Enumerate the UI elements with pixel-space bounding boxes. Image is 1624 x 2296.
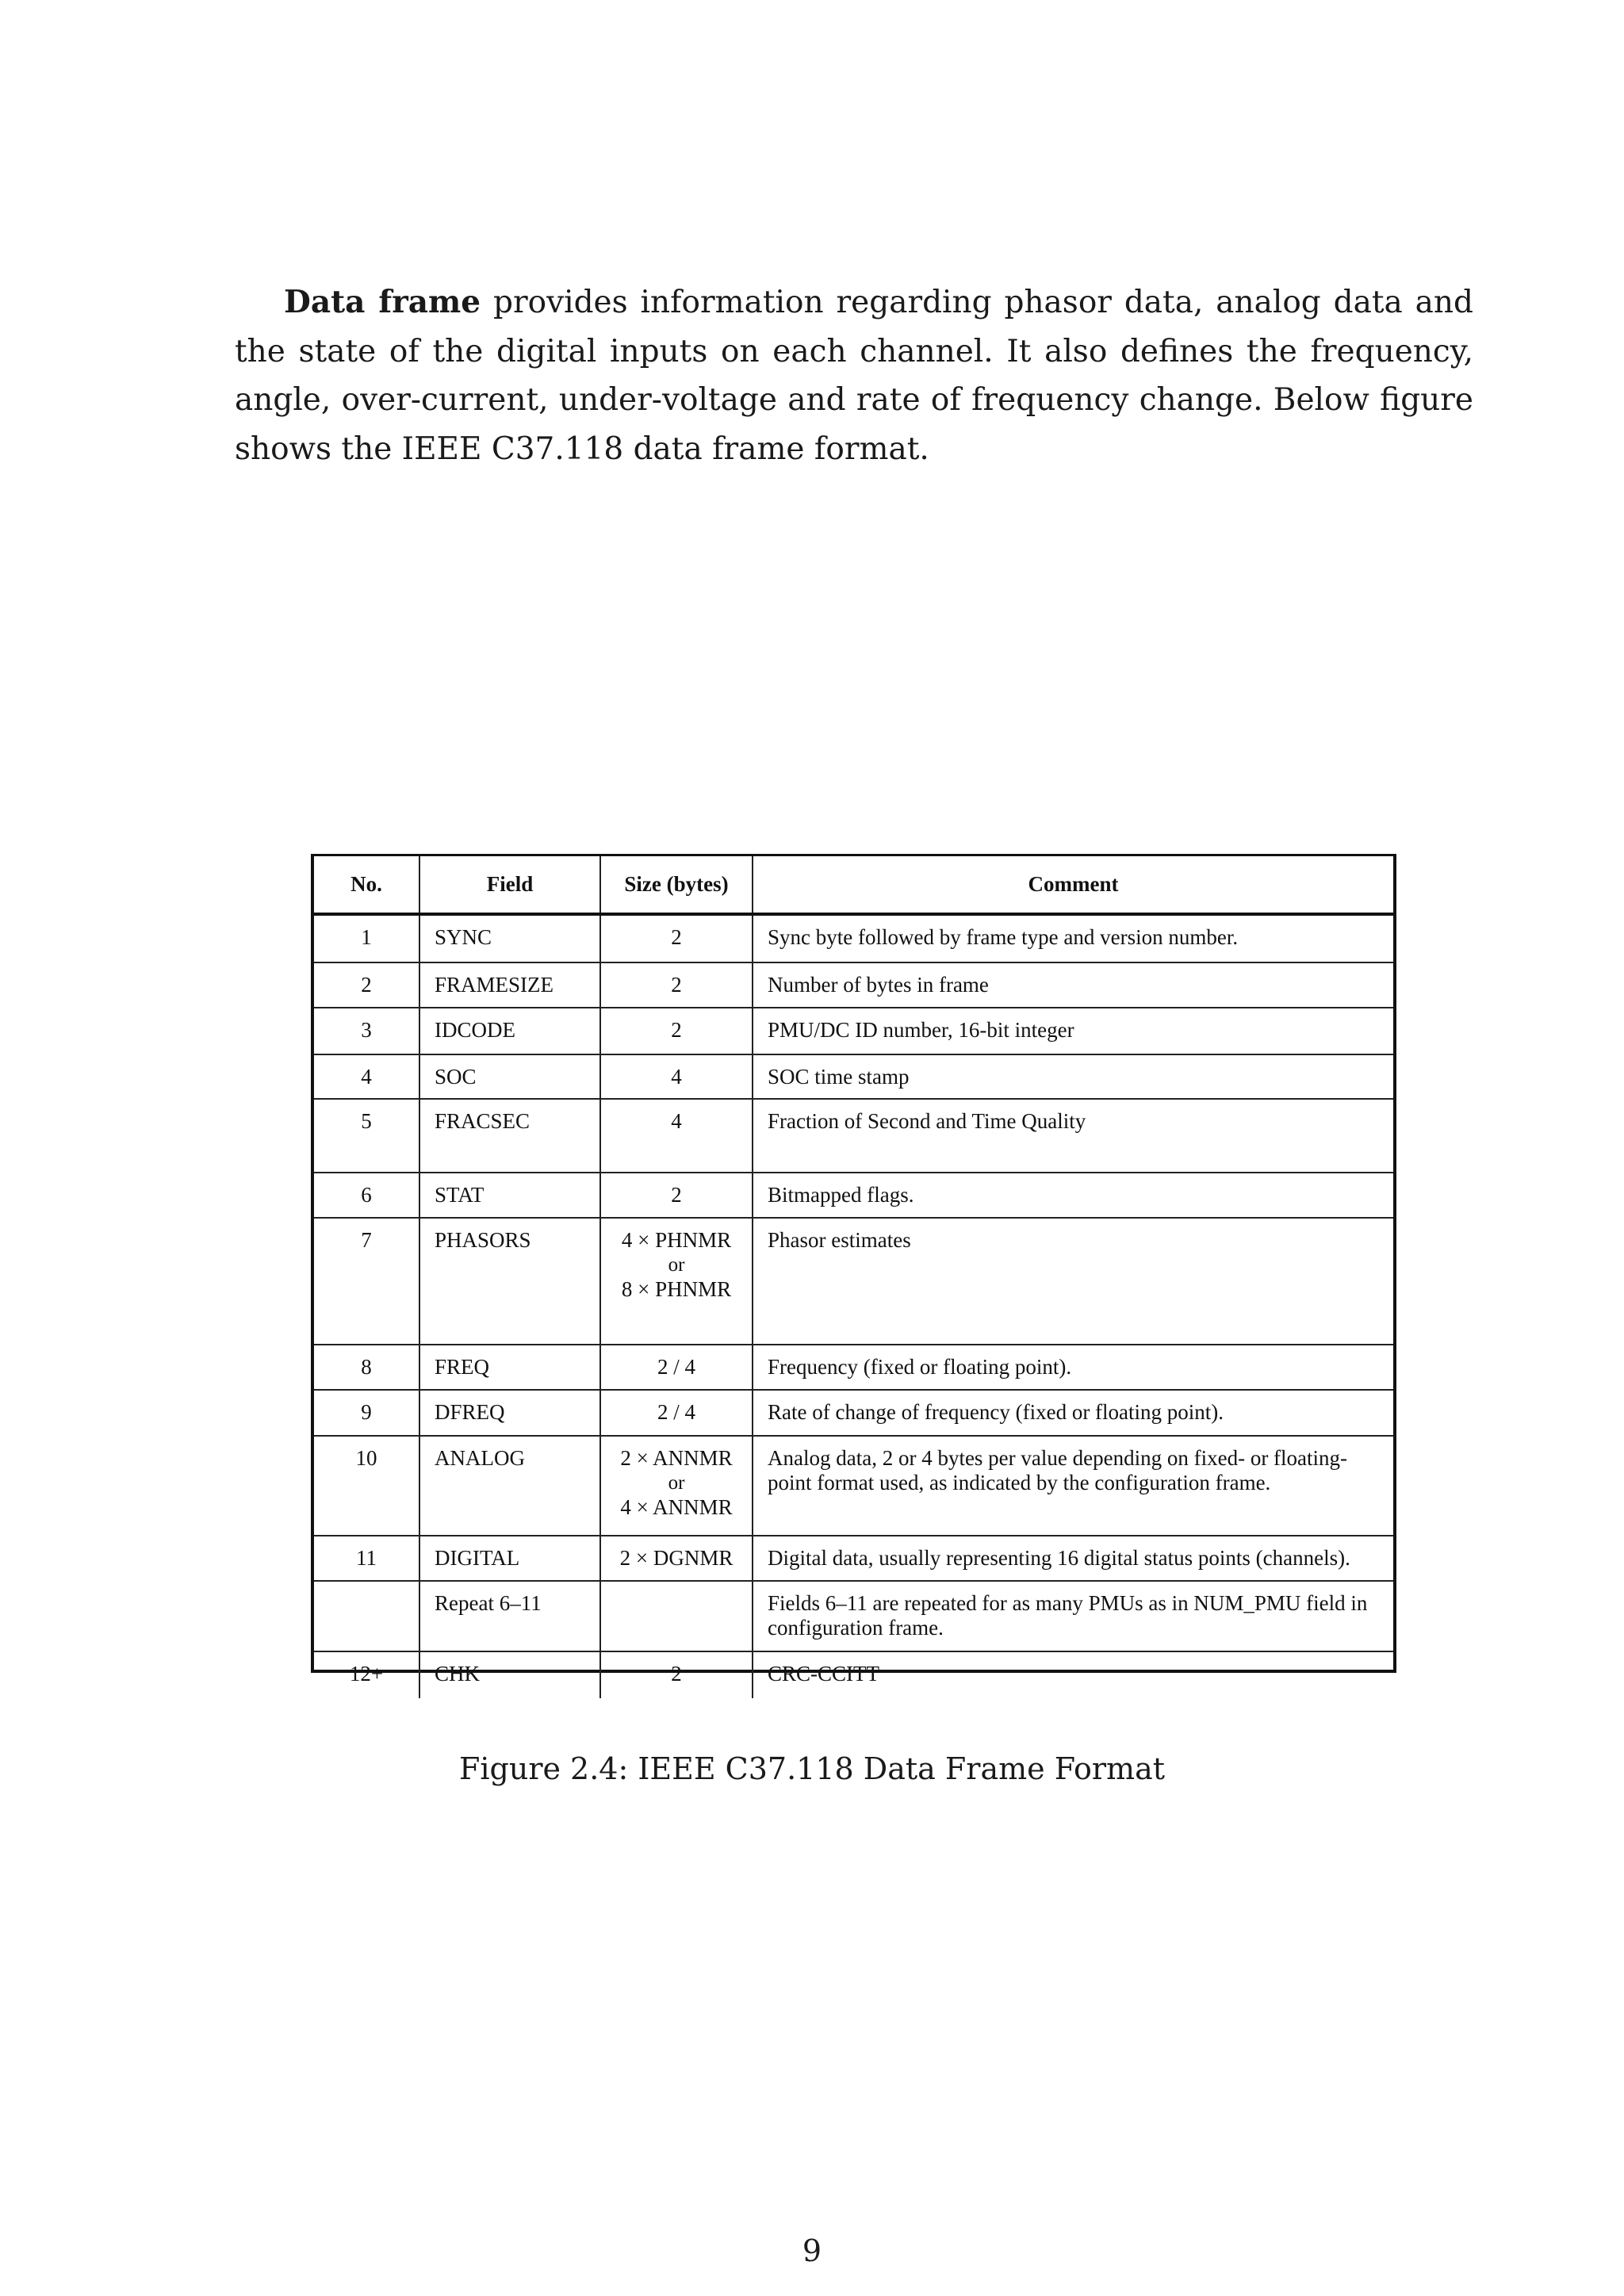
size-line: 4 × PHNMR [621,1228,732,1252]
cell-size [600,1099,753,1173]
size-line: 2 × DGNMR [619,1546,733,1570]
cell-comment: Number of bytes in frame [753,962,1393,1008]
table-header-row [314,856,1393,914]
table-row [314,1536,1393,1581]
size-line: 4 [671,1109,682,1133]
cell-no: 10 [314,1436,419,1536]
cell-comment: PMU/DC ID number, 16-bit integer [753,1008,1393,1054]
table-row [314,1054,1393,1099]
table-row [314,1390,1393,1436]
cell-size [600,1390,753,1436]
cell-field: PHASORS [419,1218,600,1345]
page-number: 9 [802,2233,822,2268]
cell-size [600,1436,753,1536]
cell-field: Repeat 6–11 [419,1581,600,1651]
cell-size [600,1008,753,1054]
cell-field: DFREQ [419,1390,600,1436]
size-line: 2 / 4 [657,1400,695,1424]
size-line: 8 × PHNMR [621,1277,732,1301]
cell-size [600,1218,753,1345]
cell-field: SOC [419,1054,600,1099]
size-line: 2 / 4 [657,1355,695,1379]
cell-size [600,1345,753,1390]
cell-no: 6 [314,1173,419,1218]
table-row [314,962,1393,1008]
size-line: 2 × ANNMR [620,1446,733,1470]
cell-comment: Rate of change of frequency (fixed or floating point). [753,1390,1393,1436]
size-line: 2 [671,1018,682,1042]
cell-comment: Phasor estimates [753,1218,1393,1345]
cell-no: 11 [314,1536,419,1581]
size-line: 4 × ANNMR [620,1495,733,1519]
cell-no: 4 [314,1054,419,1099]
cell-field: FREQ [419,1345,600,1390]
body-paragraph [235,278,1473,473]
cell-field: ANALOG [419,1436,600,1536]
cell-comment: Fraction of Second and Time Quality [753,1099,1393,1173]
cell-comment: Frequency (fixed or floating point). [753,1345,1393,1390]
cell-comment: SOC time stamp [753,1054,1393,1099]
paragraph-lead-term: Data frame [284,284,481,320]
table-row [314,1651,1393,1698]
cell-comment: CRC-CCITT [753,1651,1393,1698]
cell-field: CHK [419,1651,600,1698]
table-row [314,1436,1393,1536]
header-size: Size (bytes) [600,856,753,914]
cell-size [600,1581,753,1651]
size-line: or [668,1472,685,1494]
table-row [314,1173,1393,1218]
size-line: 2 [671,925,682,949]
cell-no: 3 [314,1008,419,1054]
cell-no: 8 [314,1345,419,1390]
header-field: Field [419,856,600,914]
data-frame-format-table [314,856,1393,1698]
table-row [314,1581,1393,1651]
cell-no [314,1581,419,1651]
size-line: 4 [671,1065,682,1089]
table-row [314,1345,1393,1390]
cell-no: 2 [314,962,419,1008]
cell-field: SYNC [419,914,600,962]
table-row [314,914,1393,962]
cell-comment: Digital data, usually representing 16 digital status points (channels). [753,1536,1393,1581]
cell-no: 1 [314,914,419,962]
size-line: 2 [671,973,682,997]
cell-size [600,914,753,962]
cell-size [600,1651,753,1698]
cell-comment: Analog data, 2 or 4 bytes per value depending on fixed- or floating-point format used, as indicated by the configuration frame. [753,1436,1393,1536]
cell-field: FRACSEC [419,1099,600,1173]
cell-no: 9 [314,1390,419,1436]
cell-field: STAT [419,1173,600,1218]
size-line: 2 [671,1183,682,1207]
cell-comment: Bitmapped flags. [753,1173,1393,1218]
header-comment: Comment [753,856,1393,914]
table-row [314,1008,1393,1054]
table-row [314,1099,1393,1173]
cell-comment: Fields 6–11 are repeated for as many PMUs as in NUM_PMU field in configuration frame. [753,1581,1393,1651]
figure-table [311,854,1396,1686]
cell-no: 7 [314,1218,419,1345]
size-line: 2 [671,1662,682,1686]
table-row [314,1218,1393,1345]
paragraph-body-text: provides information regarding phasor data, analog data and the state of the digital inputs on each channel. It also defines the frequency, angle, over-current, under-voltage and rate of frequency change. Below figure shows the IEEE C37.118 data frame format. [235,285,1473,467]
cell-field: FRAMESIZE [419,962,600,1008]
cell-size [600,1536,753,1581]
cell-comment: Sync byte followed by frame type and version number. [753,914,1393,962]
table-body [314,914,1393,1698]
cell-no: 5 [314,1099,419,1173]
cell-no: 12+ [314,1651,419,1698]
figure-caption: Figure 2.4: IEEE C37.118 Data Frame Format [459,1751,1165,1786]
cell-field: DIGITAL [419,1536,600,1581]
header-no: No. [314,856,419,914]
size-line: or [668,1254,685,1276]
cell-field: IDCODE [419,1008,600,1054]
cell-size [600,962,753,1008]
cell-size [600,1173,753,1218]
cell-size [600,1054,753,1099]
